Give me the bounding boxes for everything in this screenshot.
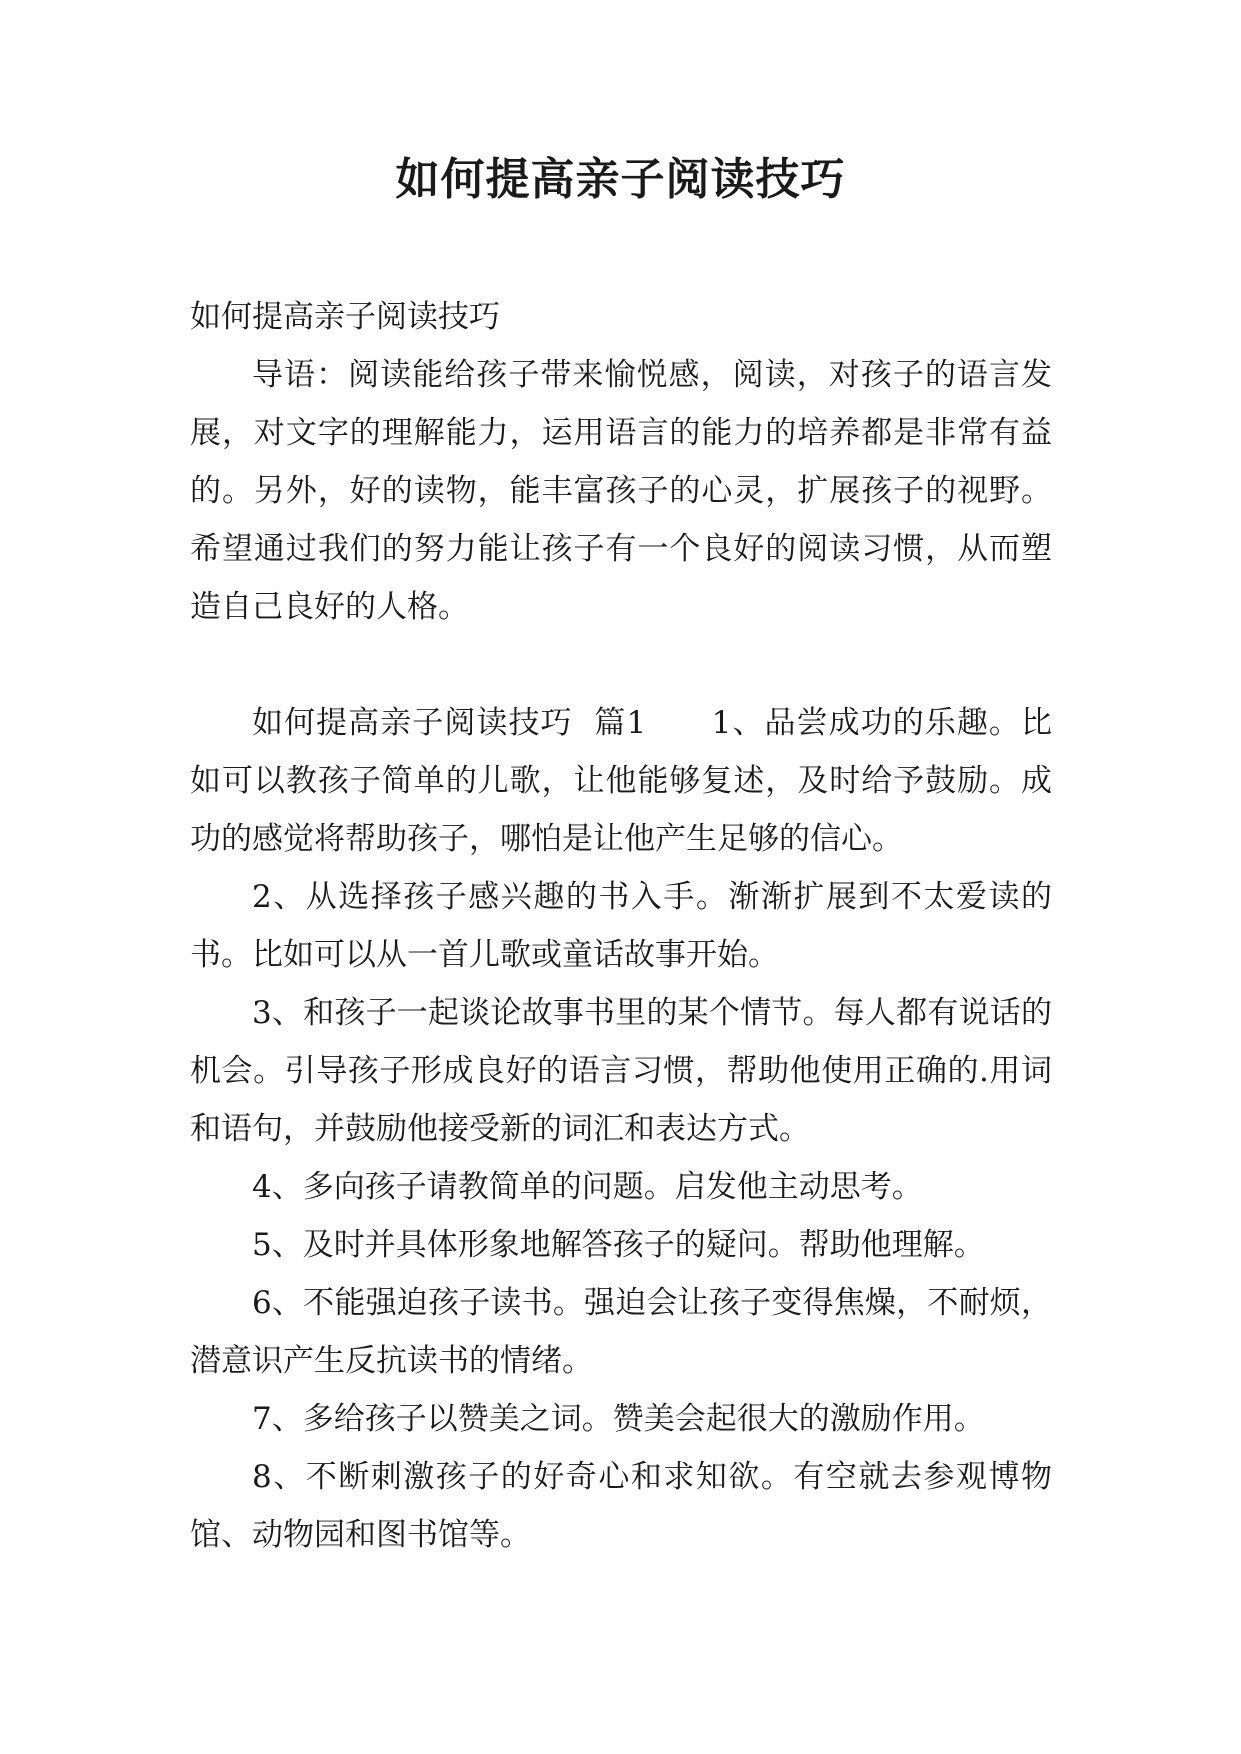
document-title: 如何提高亲子阅读技巧 — [395, 154, 846, 205]
paragraph: 5、及时并具体形象地解答孩子的疑问。帮助他理解。 — [252, 1227, 985, 1263]
paragraph: 2、从选择孩子感兴趣的书入手。渐渐扩展到不太爱读的书。比如可以从一首儿歌或童话故事开始。 — [190, 879, 1052, 973]
paragraph: 8、不断刺激孩子的好奇心和求知欲。有空就去参观博物馆、动物园和图书馆等。 — [190, 1459, 1052, 1553]
paragraph-spacer — [190, 636, 1052, 694]
paragraph: 如何提高亲子阅读技巧 篇1 1、品尝成功的乐趣。比如可以教孩子简单的儿歌，让他能够复述，及时给予鼓励。成功的感觉将帮助孩子，哪怕是让他产生足够的信心。 — [190, 705, 1052, 857]
document-subtitle: 如何提高亲子阅读技巧 — [190, 299, 500, 335]
paragraph: 3、和孩子一起谈论故事书里的某个情节。每人都有说话的机会。引导孩子形成良好的语言习惯，帮助他使用正确的.用词和语句，并鼓励他接受新的词汇和表达方式。 — [190, 995, 1052, 1147]
paragraph: 7、多给孩子以赞美之词。赞美会起很大的激励作用。 — [252, 1401, 985, 1437]
paragraph: 6、不能强迫孩子读书。强迫会让孩子变得焦燥，不耐烦，潜意识产生反抗读书的情绪。 — [190, 1285, 1052, 1379]
intro-paragraph: 导语：阅读能给孩子带来愉悦感，阅读，对孩子的语言发展，对文字的理解能力，运用语言的能力的培养都是非常有益的。另外，好的读物，能丰富孩子的心灵，扩展孩子的视野。希望通过我们的努力能让孩子有一个良好的阅读习惯，从而塑造自己良好的人格。 — [190, 357, 1052, 625]
document-body — [190, 288, 1052, 1564]
paragraph: 4、多向孩子请教简单的问题。启发他主动思考。 — [252, 1169, 923, 1205]
